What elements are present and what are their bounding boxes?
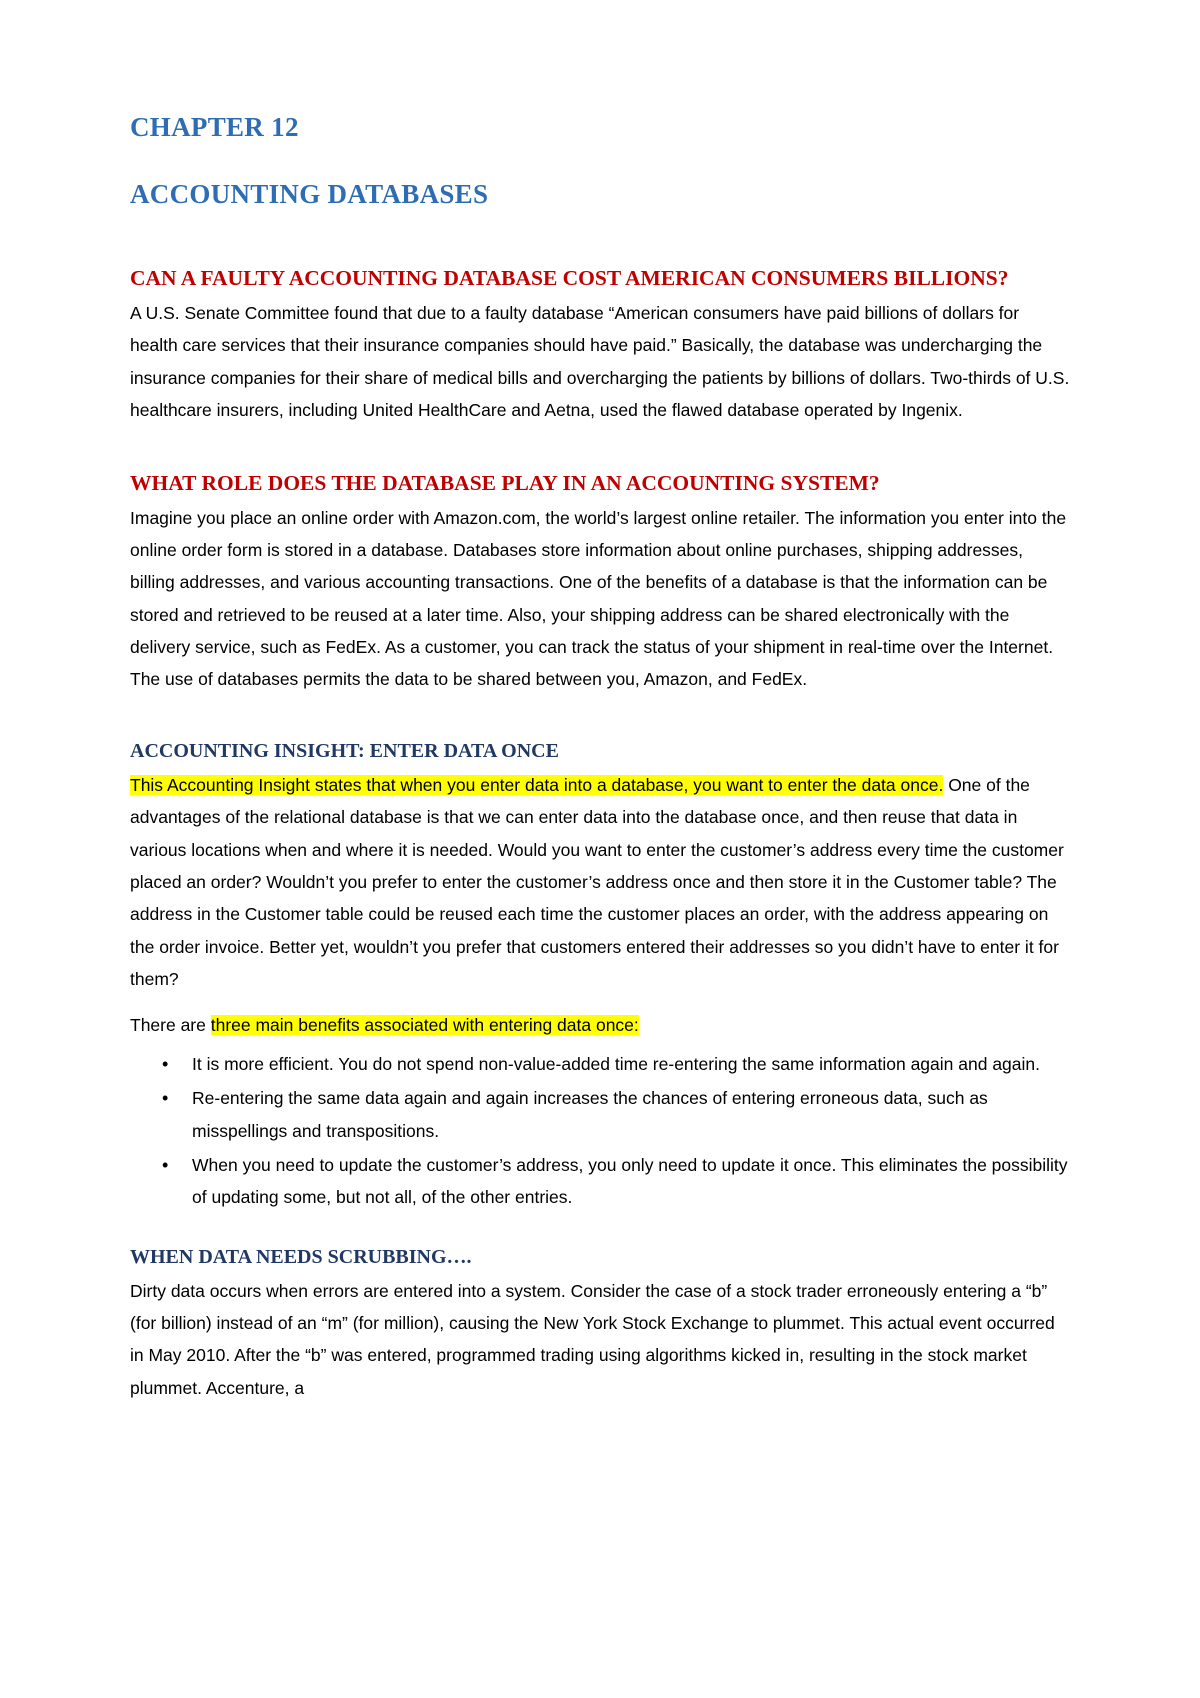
insight-paragraph-rest: One of the advantages of the relational database is that we can enter data into the database once, and then reuse that data in various locations when and where it is needed. Would you want to enter the customer’s address every time the customer placed an order? Wouldn’t you prefer to enter the customer’s address once and then store it in the Customer table? The address in the Customer table could be reused each time the customer places an order, with the address appearing on the order invoice. Better yet, wouldn’t you prefer that customers entered their addresses so you didn’t have to enter it for them? [130, 774, 1064, 990]
section-paragraph: Imagine you place an online order with Amazon.com, the world’s largest online retailer. The information you enter into the online order form is stored in a database. Databases store information about online purchases, shipping addresses, billing addresses, and various accounting transactions. One of the benefits of a database is that the information can be stored and retrieved to be reused at a later time. Also, your shipping address can be shared electronically with the delivery service, such as FedEx. As a customer, you can track the status of your shipment in real-time over the Internet. The use of databases permits the data to be shared between you, Amazon, and FedEx. [130, 507, 1067, 690]
section-heading: WHAT ROLE DOES THE DATABASE PLAY IN AN ACCOUNTING SYSTEM? [130, 470, 880, 495]
list-item: • It is more efficient. You do not spend non-value-added time re-entering the same information again and again. [192, 1048, 1070, 1080]
section-heading: ACCOUNTING INSIGHT: ENTER DATA ONCE [130, 739, 559, 762]
chapter-label: CHAPTER 12 [130, 112, 299, 142]
insight-paragraph [130, 769, 1070, 996]
chapter-title: ACCOUNTING DATABASES [130, 179, 489, 209]
section-heading: CAN A FAULTY ACCOUNTING DATABASE COST AMERICAN CONSUMERS BILLIONS? [130, 266, 1009, 290]
benefits-lead-highlight: three main benefits associated with entering data once: [210, 1015, 639, 1036]
list-item: • Re-entering the same data again and again increases the chances of entering erroneous data, such as misspellings and transpositions. [192, 1082, 1070, 1147]
section-faulty-database [130, 264, 1070, 427]
section-heading: WHEN DATA NEEDS SCRUBBING…. [130, 1245, 472, 1268]
section-paragraph: A U.S. Senate Committee found that due to a faulty database “American consumers have paid billions of dollars for health care services that their insurance companies should have paid.” Basically, the database was undercharging the insurance companies for their share of medical bills and overcharging the patients by billions of dollars. Two-thirds of U.S. healthcare insurers, including United HealthCare and Aetna, used the flawed database operated by Ingenix. [130, 303, 1070, 421]
section-database-role [130, 469, 1070, 696]
benefits-lead-text: There are [130, 1015, 211, 1036]
list-item: • When you need to update the customer’s address, you only need to update it once. This eliminates the possibility of updating some, but not all, of the other entries. [192, 1149, 1070, 1214]
section-accounting-insight [130, 738, 1070, 1214]
benefits-list [130, 1048, 1070, 1214]
benefits-lead [130, 1009, 1070, 1041]
section-paragraph: Dirty data occurs when errors are entered into a system. Consider the case of a stock trader erroneously entering a “b” (for billion) instead of an “m” (for million), causing the New York Stock Exchange to plummet. This actual event occurred in May 2010. After the “b” was entered, programmed trading using algorithms kicked in, resulting in the stock market plummet. Accenture, a [130, 1280, 1055, 1398]
section-data-scrubbing [130, 1244, 1070, 1405]
highlighted-lead-text: This Accounting Insight states that when you enter data into a database, you want to enter the data once. [130, 774, 944, 795]
